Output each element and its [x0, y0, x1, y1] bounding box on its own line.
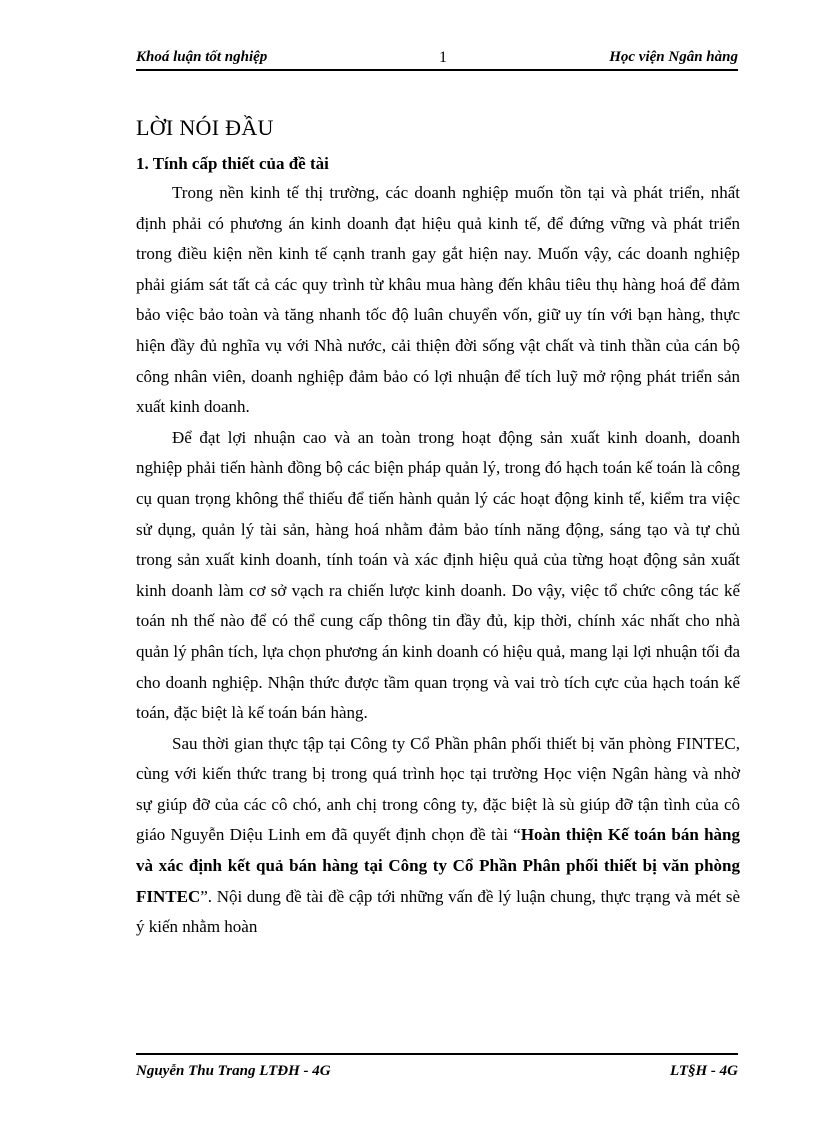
paragraph-1: Trong nền kinh tế thị trường, các doanh nghiệp muốn tồn tại và phát triển, nhất định phải có phương án kinh doanh đạt hiệu quả kinh tế, để đứng vững và phát triển trong điều kiện nền kinh tế cạnh tranh gay gắt hiện nay. Muốn vậy, các doanh nghiệp phải giám sát tất cả các quy trình từ khâu mua hàng đến khâu tiêu thụ hàng hoá để đảm bảo việc bảo toàn và tăng nhanh tốc độ luân chuyển vốn, giữ uy tín với bạn hàng, thực hiện đầy đủ nghĩa vụ với Nhà nước, cải thiện đời sống vật chất và tinh thần của cán bộ công nhân viên, doanh nghiệp đảm bảo có lợi nhuận để tích luỹ mở rộng phát triển sản xuất kinh doanh.: [136, 183, 740, 417]
paragraph-2: [136, 423, 740, 729]
paragraph-3-intro: Sau thời gian thực tập tại Công ty Cổ Phần phân phối thiết bị văn phòng FINTEC, cùng với kiến thức trang bị trong quá trình học tại trường Học viện Ngân hàng và nhờ sự giúp đỡ của các cô chó, anh chị trong công ty, đặc biệt là sù giúp đỡ tận tình của cô giáo Nguyễn Diệu Linh em đã quyết định chọn đề tài “: [136, 733, 740, 845]
body-text: [136, 178, 740, 943]
page-header: [136, 47, 738, 71]
footer-author: Nguyễn Thu Trang LTĐH - 4G: [136, 1063, 331, 1079]
header-left-text: Khoá luận tốt nghiệp: [136, 49, 268, 65]
paragraph-2-text: Để đạt lợi nhuận cao và an toàn trong hoạt động sản xuất kinh doanh, doanh nghiệp phải tiến hành đồng bộ các biện pháp quản lý, trong đó hạch toán kế toán là công cụ quan trọng không thể thiếu để tiến hành quản lý các hoạt động kinh tế, kiểm tra việc sử dụng, quản lý tài sản, hàng hoá nhằm đảm bảo tính năng động, sáng tạo và tự chủ trong sản xuất kinh doanh, tính toán và xác định hiệu quả của từng hoạt động sản xuất kinh doanh làm cơ sở vạch ra chiến lược kinh doanh. Do vậy, việc tổ chức công tác kế toán nh thế nào để có thể cung cấp thông tin đầy đủ, kịp thời, chính xác nhất cho nhà quản lý phân tích, lựa chọn phương án kinh doanh có hiệu quả, mang lại lợi nhuận tối đa cho doanh nghiệp. Nhận thức được tầm quan trọng và vai trò tích cực của hạch toán kế toán, đặc biệt là kế toán bán hàng.: [136, 427, 740, 723]
thesis-topic-title: Hoàn thiện Kế toán bán hàng và xác định kết quả bán hàng tại Công ty Cổ Phần Phân phối thiết bị văn phòng FINTEC: [136, 825, 740, 906]
paragraph-3-continuation: ”. Nội dung đề tài đề cập tới những vấn đề lý luận chung, thực trạng và mét sè ý kiến nhằm hoàn: [136, 886, 740, 937]
page-footer: [136, 1053, 738, 1085]
page-number: 1: [439, 49, 447, 66]
paragraph-3: [136, 729, 740, 943]
document-title: LỜI NÓI ĐẦU: [136, 115, 274, 140]
footer-class: LT§H - 4G: [669, 1063, 738, 1079]
section-heading: 1. Tính cấp thiết của đề tài: [136, 154, 329, 173]
header-right-text: Học viện Ngân hàng: [609, 49, 738, 65]
